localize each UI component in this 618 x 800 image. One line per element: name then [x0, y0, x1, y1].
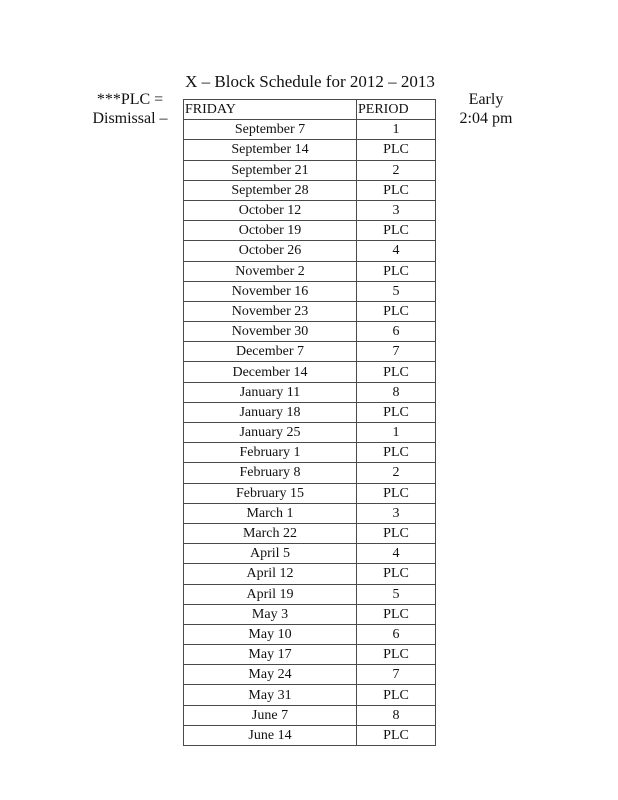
table-row: [184, 503, 436, 523]
table-row: [184, 120, 436, 140]
plc-note-left: [84, 90, 176, 128]
table-row: [184, 221, 436, 241]
table-row: [184, 665, 436, 685]
table-row: [184, 140, 436, 160]
date-cell: May 17: [184, 645, 357, 665]
period-cell: PLC: [357, 301, 436, 321]
date-cell: November 16: [184, 281, 357, 301]
date-cell: October 26: [184, 241, 357, 261]
date-cell: April 19: [184, 584, 357, 604]
header-period: PERIOD: [357, 100, 436, 120]
header-friday: FRIDAY: [184, 100, 357, 120]
early-dismissal-note-right: [450, 90, 522, 128]
date-cell: March 1: [184, 503, 357, 523]
table-row: [184, 645, 436, 665]
period-cell: PLC: [357, 362, 436, 382]
period-cell: 4: [357, 241, 436, 261]
date-cell: May 31: [184, 685, 357, 705]
date-cell: February 15: [184, 483, 357, 503]
date-cell: February 8: [184, 463, 357, 483]
period-cell: PLC: [357, 483, 436, 503]
date-cell: May 3: [184, 604, 357, 624]
date-cell: September 7: [184, 120, 357, 140]
period-cell: 7: [357, 342, 436, 362]
table-row: [184, 200, 436, 220]
date-cell: May 24: [184, 665, 357, 685]
date-cell: January 18: [184, 402, 357, 422]
period-cell: 2: [357, 160, 436, 180]
header-row: [184, 100, 436, 120]
table-row: [184, 685, 436, 705]
table-row: [184, 544, 436, 564]
table-row: [184, 342, 436, 362]
table-row: [184, 261, 436, 281]
period-cell: PLC: [357, 685, 436, 705]
schedule-table-head: [184, 100, 436, 120]
table-row: [184, 180, 436, 200]
date-cell: October 12: [184, 200, 357, 220]
table-row: [184, 584, 436, 604]
date-cell: June 7: [184, 705, 357, 725]
period-cell: 6: [357, 322, 436, 342]
period-cell: PLC: [357, 402, 436, 422]
date-cell: November 2: [184, 261, 357, 281]
period-cell: PLC: [357, 523, 436, 543]
period-cell: 7: [357, 665, 436, 685]
date-cell: November 23: [184, 301, 357, 321]
table-row: [184, 362, 436, 382]
table-row: [184, 402, 436, 422]
table-row: [184, 564, 436, 584]
date-cell: September 14: [184, 140, 357, 160]
date-cell: December 7: [184, 342, 357, 362]
period-cell: 5: [357, 584, 436, 604]
table-row: [184, 301, 436, 321]
date-cell: June 14: [184, 725, 357, 745]
period-cell: 4: [357, 544, 436, 564]
date-cell: October 19: [184, 221, 357, 241]
period-cell: PLC: [357, 725, 436, 745]
period-cell: PLC: [357, 261, 436, 281]
date-cell: January 25: [184, 423, 357, 443]
date-cell: January 11: [184, 382, 357, 402]
date-cell: May 10: [184, 624, 357, 644]
period-cell: PLC: [357, 604, 436, 624]
table-row: [184, 382, 436, 402]
date-cell: September 21: [184, 160, 357, 180]
table-row: [184, 423, 436, 443]
schedule-table: [183, 99, 436, 746]
table-row: [184, 523, 436, 543]
table-row: [184, 705, 436, 725]
table-row: [184, 241, 436, 261]
date-cell: April 12: [184, 564, 357, 584]
early-note-line-2: 2:04 pm: [459, 110, 513, 127]
date-cell: November 30: [184, 322, 357, 342]
plc-note-line-1: ***PLC =: [96, 91, 164, 108]
period-cell: 3: [357, 200, 436, 220]
period-cell: PLC: [357, 180, 436, 200]
table-row: [184, 725, 436, 745]
early-note-line-1: Early: [468, 91, 504, 108]
plc-note-line-2: Dismissal –: [92, 110, 168, 127]
period-cell: PLC: [357, 443, 436, 463]
table-row: [184, 281, 436, 301]
period-cell: 8: [357, 382, 436, 402]
table-row: [184, 463, 436, 483]
period-cell: 6: [357, 624, 436, 644]
period-cell: PLC: [357, 140, 436, 160]
table-row: [184, 322, 436, 342]
date-cell: February 1: [184, 443, 357, 463]
date-cell: April 5: [184, 544, 357, 564]
date-cell: September 28: [184, 180, 357, 200]
table-row: [184, 160, 436, 180]
period-cell: 1: [357, 120, 436, 140]
table-row: [184, 443, 436, 463]
table-row: [184, 604, 436, 624]
period-cell: 2: [357, 463, 436, 483]
period-cell: 1: [357, 423, 436, 443]
date-cell: December 14: [184, 362, 357, 382]
table-row: [184, 483, 436, 503]
table-row: [184, 624, 436, 644]
period-cell: PLC: [357, 645, 436, 665]
period-cell: 8: [357, 705, 436, 725]
period-cell: PLC: [357, 564, 436, 584]
period-cell: 3: [357, 503, 436, 523]
date-cell: March 22: [184, 523, 357, 543]
period-cell: PLC: [357, 221, 436, 241]
period-cell: 5: [357, 281, 436, 301]
schedule-table-body: [184, 120, 436, 746]
page-title: X – Block Schedule for 2012 – 2013: [185, 72, 435, 91]
